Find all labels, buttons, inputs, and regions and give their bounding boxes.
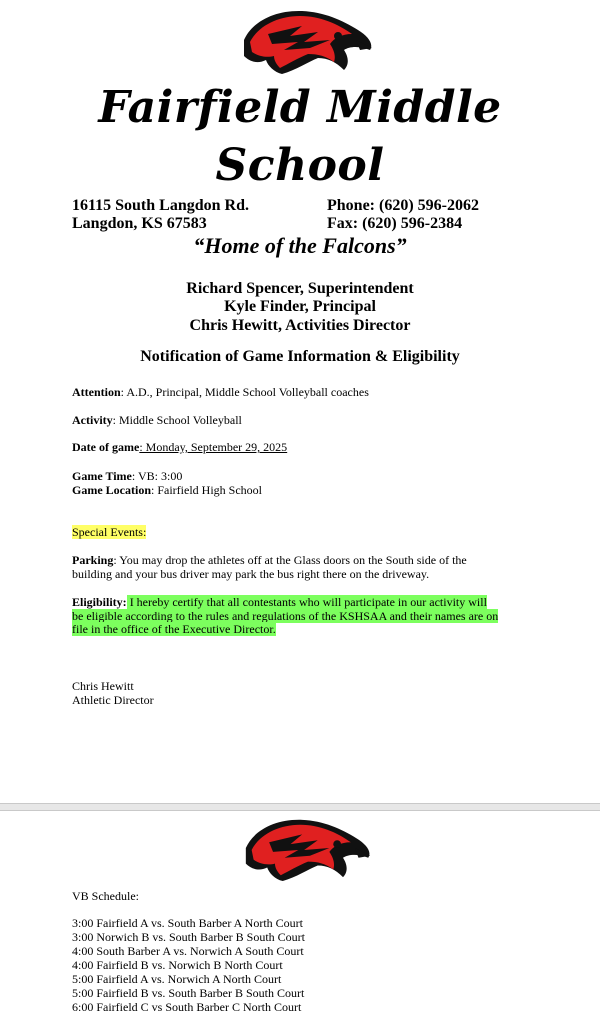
staff-principal: Kyle Finder, Principal xyxy=(224,298,376,315)
signature-title: Athletic Director xyxy=(72,693,154,707)
attention-line xyxy=(72,385,369,399)
activity-value: : Middle School Volleyball xyxy=(112,413,242,427)
date-label: Date of game xyxy=(72,440,140,454)
game-time-value: : VB: 3:00 xyxy=(131,469,183,483)
date-line xyxy=(72,440,287,454)
parking-line1: : You may drop the athletes off at the Glass doors on the South side of the xyxy=(113,553,467,567)
attention-value: : A.D., Principal, Middle School Volleyball coaches xyxy=(120,385,369,399)
notification-title: Notification of Game Information & Eligibility xyxy=(140,348,460,365)
fax-number: Fax: (620) 596-2384 xyxy=(327,215,463,232)
parking-paragraph xyxy=(72,554,512,581)
schedule-item: 5:00 Fairfield B vs. South Barber B South Court xyxy=(72,986,305,1000)
staff-activities-director: Chris Hewitt, Activities Director xyxy=(189,317,411,334)
page-separator xyxy=(0,803,600,811)
eligibility-line3: file in the office of the Executive Director. xyxy=(72,622,276,636)
eligibility-paragraph xyxy=(72,596,532,637)
school-title-line1: Fairfield Middle xyxy=(98,82,502,133)
address-line2: Langdon, KS 67583 xyxy=(72,215,207,232)
special-events-label: Special Events: xyxy=(72,525,147,539)
special-events-line xyxy=(72,525,146,539)
eligibility-line2: be eligible according to the rules and regulations of the KSHSAA and their names are on xyxy=(72,608,499,623)
game-location-value: : Fairfield High School xyxy=(151,483,262,497)
school-title-line2: School xyxy=(215,140,385,191)
attention-label: Attention xyxy=(72,385,121,399)
parking-line2: building and your bus driver may park the bus right there on the driveway. xyxy=(72,566,430,581)
schedule-item: 5:00 Fairfield A vs. Norwich A North Court xyxy=(72,972,282,986)
document-page-2 xyxy=(0,811,600,1024)
game-location-label: Game Location xyxy=(72,483,151,497)
schedule-item: 3:00 Norwich B vs. South Barber B South Court xyxy=(72,930,305,944)
schedule-item: 4:00 Fairfield B vs. Norwich B North Court xyxy=(72,958,283,972)
eligibility-label: Eligibility: xyxy=(72,595,127,609)
schedule-item: 3:00 Fairfield A vs. South Barber A North Court xyxy=(72,916,303,930)
falcon-head-logo-icon xyxy=(238,815,378,883)
schedule-item: 6:00 Fairfield C vs South Barber C North Court xyxy=(72,1000,302,1014)
schedule-item: 4:00 South Barber A vs. Norwich A South Court xyxy=(72,944,304,958)
phone-number: Phone: (620) 596-2062 xyxy=(327,197,479,214)
game-time-label: Game Time xyxy=(72,469,132,483)
date-value: : Monday, September 29, 2025 xyxy=(139,440,288,454)
eligibility-line1: I hereby certify that all contestants who will participate in our activity will xyxy=(126,595,487,609)
school-motto: “Home of the Falcons” xyxy=(193,233,407,258)
parking-label: Parking xyxy=(72,553,114,567)
address-line1: 16115 South Langdon Rd. xyxy=(72,197,249,214)
activity-label: Activity xyxy=(72,413,113,427)
signature-name: Chris Hewitt xyxy=(72,679,134,693)
game-location-line xyxy=(72,483,262,497)
staff-superintendent: Richard Spencer, Superintendent xyxy=(186,280,414,297)
game-time-line xyxy=(72,469,182,483)
schedule-title: VB Schedule: xyxy=(72,889,139,903)
falcon-head-logo-icon xyxy=(238,6,378,76)
activity-line xyxy=(72,413,242,427)
